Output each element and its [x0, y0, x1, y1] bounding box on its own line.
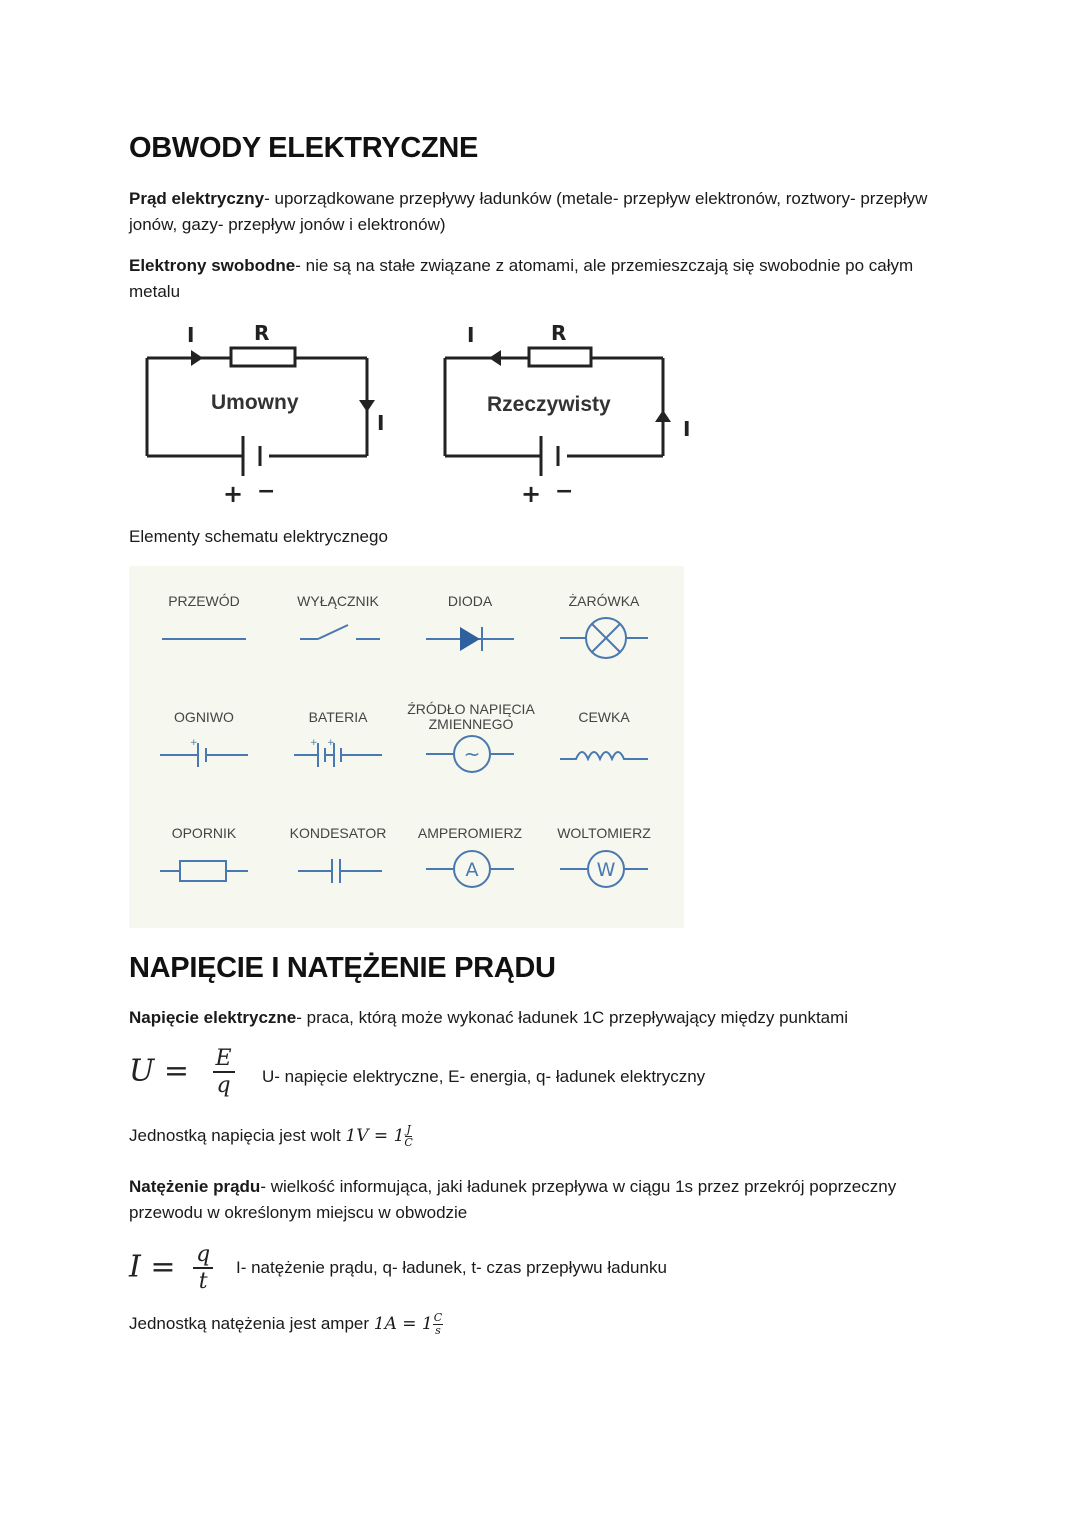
symbol-cell — [401, 702, 539, 774]
symbol-cell — [135, 594, 273, 659]
circuit-label: Rzeczywisty — [487, 393, 611, 416]
fraction-denominator: s — [435, 1324, 441, 1338]
ac-source-icon — [420, 734, 520, 774]
symbol-label: CEWKA — [578, 709, 630, 725]
symbol-label: ŻARÓWKA — [568, 593, 640, 609]
cell-icon — [154, 735, 254, 775]
current-label-side: I — [683, 417, 691, 441]
unit-current-fraction — [433, 1312, 443, 1337]
paragraph-current — [129, 186, 959, 238]
equation-current — [129, 1242, 213, 1295]
symbol-cell — [401, 826, 539, 891]
unit-voltage-line — [129, 1124, 413, 1149]
symbol-cell — [269, 710, 407, 775]
equation-fraction — [213, 1046, 235, 1099]
unit-current-math: 1A = 1 — [373, 1314, 433, 1335]
symbol-label: OGNIWO — [174, 709, 234, 725]
current-arrow-icon — [359, 400, 375, 412]
symbol-cell — [135, 710, 273, 775]
term-current-intensity: Natężenie prądu — [129, 1177, 261, 1196]
current-arrow-icon — [191, 350, 203, 366]
symbol-label: AMPEROMIERZ — [417, 825, 523, 841]
equation-numerator: E — [213, 1046, 235, 1073]
minus-sign: − — [257, 479, 276, 504]
circuit-label: Umowny — [211, 391, 299, 414]
resistor-label: R — [254, 321, 270, 345]
current-label-top: I — [467, 323, 475, 347]
section-title-voltage-current: NAPIĘCIE I NATĘŻENIE PRĄDU — [129, 952, 556, 984]
equation-voltage — [129, 1046, 235, 1099]
bulb-icon — [554, 615, 654, 661]
term-free-electrons: Elektrony swobodne — [129, 256, 296, 275]
symbol-cell — [535, 594, 673, 661]
term-voltage: Napięcie elektryczne — [129, 1008, 297, 1027]
circuit-real-diagram — [437, 318, 707, 508]
symbol-cell — [135, 826, 273, 891]
ac-glyph: ~ — [463, 742, 481, 766]
symbol-label: KONDESATOR — [289, 825, 387, 841]
coil-icon — [554, 735, 654, 775]
paragraph-voltage — [129, 1005, 959, 1031]
fraction-numerator: C — [433, 1311, 443, 1324]
current-label-side: I — [377, 411, 385, 435]
svg-text:+: + — [310, 738, 318, 748]
symbol-label: WOLTOMIERZ — [557, 825, 651, 841]
fraction-numerator: J — [406, 1123, 411, 1136]
diode-icon — [420, 619, 520, 659]
paragraph-current-intensity — [129, 1174, 959, 1226]
symbol-cell — [535, 710, 673, 775]
unit-current-text: Jednostką natężenia jest amper — [129, 1314, 370, 1334]
symbol-cell — [535, 826, 673, 891]
circuit-conventional-diagram — [139, 318, 409, 508]
unit-current-line — [129, 1312, 443, 1337]
wire-icon — [154, 619, 254, 659]
current-label-top: I — [187, 323, 195, 347]
minus-sign: − — [555, 479, 574, 504]
current-arrow-icon — [489, 350, 501, 366]
equation-lhs: U = — [129, 1053, 189, 1089]
fraction-denominator: C — [404, 1136, 413, 1150]
equation-voltage-legend: U- napięcie elektryczne, E- energia, q- ładunek elektryczny — [262, 1067, 706, 1086]
battery-icon — [288, 735, 388, 775]
term-current: Prąd elektryczny — [129, 189, 265, 208]
circuit-symbols-table — [129, 566, 684, 928]
unit-voltage-text: Jednostką napięcia jest wolt — [129, 1126, 341, 1146]
definition-current-intensity: - wielkość informująca, jaki ładunek przepływa w ciągu 1s przez przekrój poprzeczny przewodu w określonym miejscu w obwodzie — [129, 1177, 897, 1222]
resistor-icon — [154, 851, 254, 891]
svg-text:+: + — [327, 738, 335, 748]
symbol-cell — [269, 594, 407, 659]
ammeter-glyph: A — [465, 859, 479, 881]
symbol-cell — [401, 594, 539, 659]
svg-text:+: + — [190, 738, 198, 748]
section-title-circuits: OBWODY ELEKTRYCZNE — [129, 132, 479, 164]
symbol-label: ŹRÓDŁO NAPIĘCIA ZMIENNEGO — [407, 701, 535, 732]
paragraph-free-electrons — [129, 253, 959, 305]
equation-fraction — [193, 1242, 213, 1295]
symbol-label: PRZEWÓD — [168, 593, 240, 609]
voltmeter-icon — [554, 847, 654, 891]
symbol-label: OPORNIK — [171, 825, 237, 841]
equation-current-legend: I- natężenie prądu, q- ładunek, t- czas przepływu ładunku — [236, 1258, 667, 1277]
ammeter-icon — [420, 847, 520, 891]
voltmeter-glyph: W — [596, 859, 616, 881]
symbol-cell — [269, 826, 407, 891]
unit-voltage-math: 1V = 1 — [345, 1126, 405, 1147]
resistor-label: R — [551, 321, 567, 345]
symbol-label: BATERIA — [308, 709, 368, 725]
equation-denominator: t — [198, 1269, 208, 1295]
definition-free-electrons: - nie są na stałe związane z atomami, ale przemieszczają się swobodnie po całym metalu — [129, 256, 914, 301]
equation-numerator: q — [193, 1242, 213, 1269]
plus-sign: + — [521, 480, 542, 508]
equation-denominator: q — [216, 1073, 231, 1099]
symbol-label: WYŁĄCZNIK — [297, 593, 379, 609]
switch-icon — [288, 619, 388, 659]
equation-lhs: I = — [129, 1249, 176, 1285]
capacitor-icon — [288, 851, 388, 891]
definition-current: - uporządkowane przepływy ładunków (metale- przepływ elektronów, roztwory- przepływ jonów, gazy- przepływ jonów i elektronów) — [129, 189, 928, 234]
unit-voltage-fraction — [404, 1124, 412, 1149]
elements-caption: Elementy schematu elektrycznego — [129, 527, 388, 546]
plus-sign: + — [223, 480, 244, 508]
symbol-label: DIODA — [447, 593, 493, 609]
current-arrow-icon — [655, 410, 671, 422]
definition-voltage: - praca, którą może wykonać ładunek 1C przepływający między punktami — [296, 1008, 849, 1027]
